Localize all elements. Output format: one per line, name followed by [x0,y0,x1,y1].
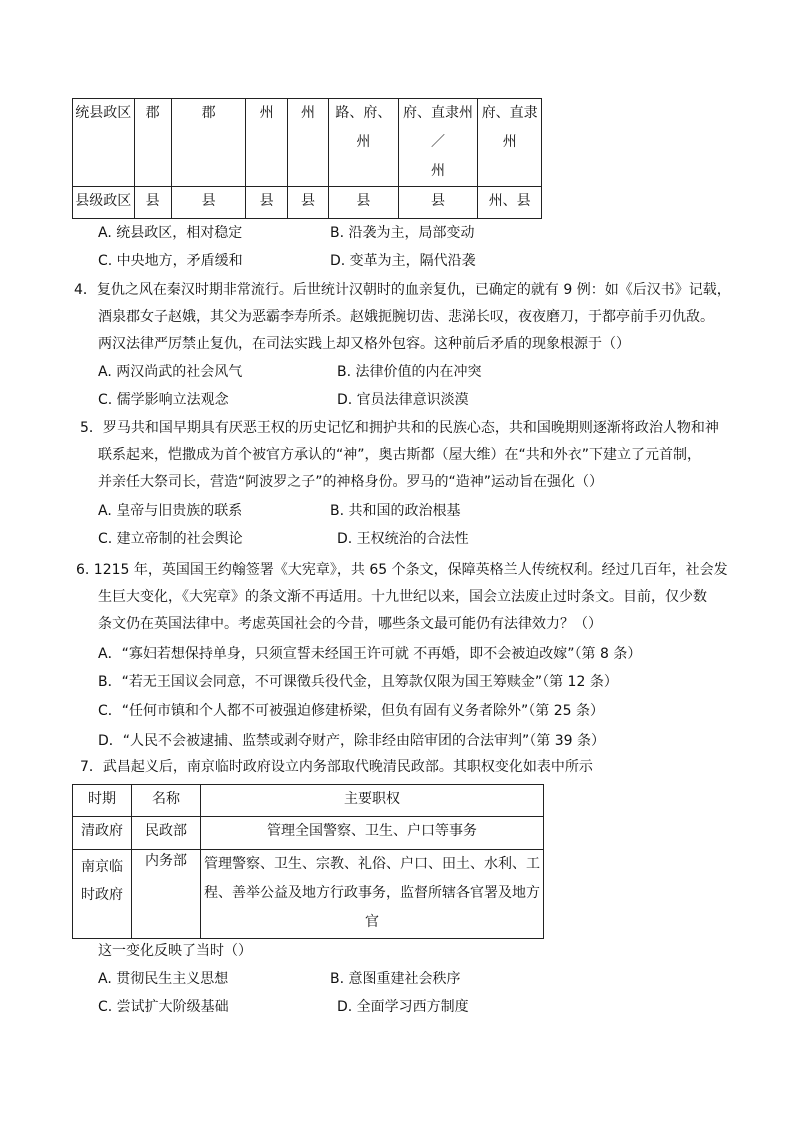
cell-line: 路、府、 [335,105,392,121]
option-d: D. 变革为主，隔代沿袭 [330,253,476,269]
admin-division-table [72,98,542,219]
option-a: A．“寡妇若想保持单身，只须宣誓未经国王许可就 不再婚，即不会被迫改嫁”（第 8 条） [98,646,642,662]
table-cell: 县 [246,187,287,219]
question-7-line-1: 7．武昌起义后，南京临时政府设立内务部取代晚清民政部。其职权变化如表中所示 [80,759,593,775]
table-cell [329,99,399,187]
question-6-line-3: 条文仍在英国法律中。考虑英国社会的今昔，哪些条文最可能仍有法律效力？（） [98,616,602,632]
option-b: B. 意图重建社会秩序 [330,971,461,987]
question-7-stem: 这一变化反映了当时（） [98,943,252,959]
table-cell [478,99,542,187]
cell-line: 官 [365,914,379,930]
option-a: A. 两汉尚武的社会风气 [98,364,243,380]
table-cell: 县 [398,187,478,219]
option-d: D. 全面学习西方制度 [337,999,469,1015]
cell-line: 管理警察、卫生、宗教、礼俗、户口、田土、水利、工 [204,856,540,872]
question-5-line-2: 联系起来，恺撒成为首个被官方承认的“神”，奥古斯都（屋大维）在“共和外衣”下建立了元首制， [98,447,702,463]
option-c: C. 儒学影响立法观念 [98,392,229,408]
table-cell: 州、县 [478,187,542,219]
table-row [73,99,542,187]
question-6-line-2: 生巨大变化，《大宪章》的条文渐不再适用。十九世纪以来，国会立法废止过时条文。目前，仅少数 [98,589,707,605]
table-cell [73,850,132,939]
table-row [73,817,544,850]
cell-line: 州 [502,134,517,150]
table-cell: 郡 [134,99,171,187]
table-cell: 县 [134,187,171,219]
ministry-duties-table [72,784,544,939]
table-header: 名称 [132,785,201,817]
option-b: B．“若无王国议会同意，不可课徵兵役代金，且筹款仅限为国王筹赎金”（第 12 条） [98,674,618,690]
table-row [73,187,542,219]
question-4-line-3: 两汉法律严厉禁止复仇，在司法实践上却又格外包容。这种前后矛盾的现象根源于（） [98,336,630,352]
table-row [73,785,544,817]
option-d: D. 王权统治的合法性 [337,531,469,547]
table-cell: 县级政区 [73,187,135,219]
option-d: D. 官员法律意识淡漠 [337,392,469,408]
option-b: B. 沿袭为主，局部变动 [330,225,475,241]
cell-line: 州 [431,163,446,179]
table-cell: 州 [246,99,287,187]
option-c: C. 建立帝制的社会舆论 [98,531,243,547]
table-cell: 县 [329,187,399,219]
table-cell: 管理全国警察、卫生、户口等事务 [201,817,544,850]
option-c: C. 尝试扩大阶级基础 [98,999,229,1015]
option-c: C. 中央地方，矛盾缓和 [98,253,243,269]
table-cell: 郡 [171,99,246,187]
question-5-line-3: 并亲任大祭司长，营造“阿波罗之子”的神格身份。罗马的“造神”运动旨在强化（） [98,474,604,490]
table-cell: 内务部 [132,850,201,939]
question-5-line-1: 5．罗马共和国早期具有厌恶王权的历史记忆和拥护共和的民族心态，共和国晚期则逐渐将政治人物和神 [80,420,719,436]
table-cell: 县 [171,187,246,219]
table-cell [201,850,544,939]
cell-line: 程、善举公益及地方行政事务，监督所辖各官署及地方 [204,885,540,901]
table-cell [398,99,478,187]
question-6-line-1: 6. 1215 年，英国国王约翰签署《大宪章》，共 65 个条文，保障英格兰人传统权利。经过几百年，社会发 [76,562,728,578]
cell-line: 府、直隶 [481,105,538,121]
option-a: A. 统县政区，相对稳定 [98,225,243,241]
table-header: 时期 [73,785,132,817]
cell-line: 时政府 [81,887,123,903]
question-4-line-2: 酒泉郡女子赵娥，其父为恶霸李寿所杀。赵娥扼腕切齿、悲涕长叹，夜夜磨刀，于都亭前手刃仇敌。 [98,309,714,325]
cell-line: 府、直隶州 [403,105,474,121]
option-b: B. 法律价值的内在冲突 [337,364,482,380]
option-d: D．“人民不会被逮捕、监禁或剥夺财产，除非经由陪审团的合法审判”（第 39 条） [98,733,605,749]
table-cell: 清政府 [73,817,132,850]
table-header: 主要职权 [201,785,544,817]
option-a: A. 贯彻民生主义思想 [98,971,229,987]
table-cell: 州 [287,99,328,187]
option-c: C．“任何市镇和个人都不可被强迫修建桥梁，但负有固有义务者除外”（第 25 条） [98,703,604,719]
table-cell: 县 [287,187,328,219]
table-row [73,850,544,939]
cell-line: ／ [431,134,446,150]
cell-line: 州 [356,134,371,150]
option-a: A. 皇帝与旧贵族的联系 [98,503,243,519]
table-cell: 统县政区 [73,99,135,187]
option-b: B. 共和国的政治根基 [330,503,461,519]
question-4-line-1: 4．复仇之风在秦汉时期非常流行。后世统计汉朝时的血亲复仇，已确定的就有 9 例：如《后汉书》记载， [74,282,731,298]
table-cell: 民政部 [132,817,201,850]
cell-line: 南京临 [81,859,123,875]
